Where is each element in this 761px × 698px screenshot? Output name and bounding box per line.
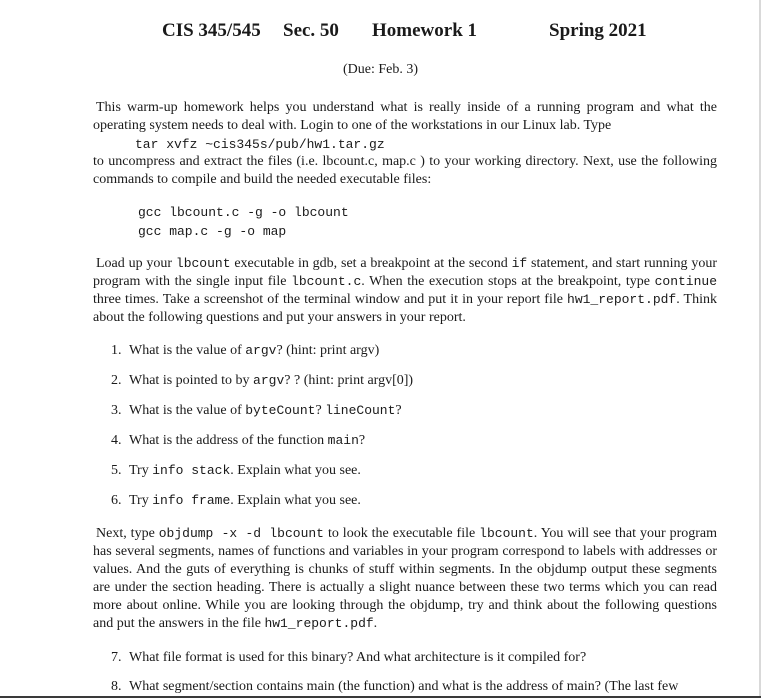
- gdb-text: Load up your: [96, 256, 176, 271]
- gdb-code: continue: [654, 274, 718, 289]
- objdump-text: Next, type: [96, 526, 159, 541]
- gdb-text: statement, and start running your program with the single input file: [93, 256, 717, 289]
- question-text: What is the value of: [129, 343, 246, 358]
- question-item: [111, 432, 717, 450]
- question-text: . Explain what you see.: [230, 463, 361, 478]
- question-item: [111, 678, 717, 696]
- question-number: 6.: [111, 493, 122, 508]
- question-number: 8.: [111, 679, 122, 694]
- objdump-code: hw1_report.pdf: [264, 616, 374, 631]
- question-number: 2.: [111, 373, 122, 388]
- document-header: [0, 20, 761, 48]
- question-code: info frame: [152, 493, 231, 508]
- question-number: 4.: [111, 433, 122, 448]
- due-date: (Due: Feb. 3): [342, 62, 419, 77]
- objdump-paragraph: [93, 525, 717, 633]
- gdb-code: lbcount: [175, 256, 231, 271]
- question-text: ? (hint: print argv): [276, 343, 380, 358]
- question-code: byteCount: [245, 403, 316, 418]
- section-number: Sec. 50: [283, 20, 339, 41]
- question-text: ?: [395, 403, 402, 418]
- question-text: Try: [129, 493, 153, 508]
- gdb-text: three times. Take a screenshot of the terminal window and put it in your report file: [93, 292, 568, 307]
- question-number: 5.: [111, 463, 122, 478]
- assignment-title: Homework 1: [372, 20, 478, 41]
- question-code: argv: [245, 343, 277, 358]
- gdb-text: executable in gdb, set a breakpoint at the second: [230, 256, 512, 271]
- objdump-text: to look the executable file: [323, 526, 480, 541]
- question-text: What file format is used for this binary? And what architecture is it compiled for?: [129, 650, 587, 665]
- gdb-paragraph: [93, 255, 717, 327]
- question-text: What is the value of: [129, 403, 246, 418]
- gdb-code: if: [511, 256, 528, 271]
- question-number: 7.: [111, 650, 122, 665]
- question-item: [111, 372, 717, 390]
- intro-paragraph-cont: [93, 153, 717, 189]
- question-text: What segment/section contains main (the function) and what is the address of main? (The last few: [129, 679, 679, 694]
- compile-command-1: gcc lbcount.c -g -o lbcount: [138, 205, 349, 220]
- question-code: info stack: [152, 463, 231, 478]
- gdb-text: . When the execution stops at the breakpoint, type: [361, 274, 655, 289]
- intro-text-b: to uncompress and extract the files (i.e. lbcount.c, map.c ) to your working directory. Next, use the following commands to compile and build the needed executable files:: [93, 154, 717, 187]
- objdump-text: . You will see that your program has several segments, names of functions and variables in your program correspond to labels with addresses or values. And the guts of everything is chunks of stuff within segments. In the objdump output these segments are under the section heading. There is actually a slight nuance between these two terms which you can read more about online. While you are looking through the objdump, try and think about the following questions and put the answers in the file: [93, 526, 717, 631]
- question-item: [111, 462, 717, 480]
- question-item: [111, 342, 717, 360]
- course-code: CIS 345/545: [162, 20, 261, 41]
- question-item: [111, 492, 717, 510]
- question-text: Try: [129, 463, 153, 478]
- objdump-code: objdump -x -d lbcount: [158, 526, 324, 541]
- gdb-code: hw1_report.pdf: [567, 292, 677, 307]
- question-text: What is the address of the function: [129, 433, 328, 448]
- gdb-text: . Think about the following questions and put your answers in your report.: [93, 292, 717, 325]
- question-code: argv: [253, 373, 285, 388]
- question-text: . Explain what you see.: [230, 493, 361, 508]
- question-item: [111, 402, 717, 420]
- question-text: What is pointed to by: [129, 373, 254, 388]
- question-text: ?: [315, 403, 326, 418]
- intro-paragraph: [93, 99, 717, 135]
- objdump-text: .: [373, 616, 378, 631]
- question-number: 3.: [111, 403, 122, 418]
- question-text: ?: [358, 433, 366, 448]
- question-text: ? ? (hint: print argv[0]): [284, 373, 414, 388]
- question-code: main: [327, 433, 359, 448]
- intro-text-a: This warm-up homework helps you understand what is really inside of a running program and what the operating system needs to deal with. Login to one of the workstations in our Linux lab. Type: [93, 100, 717, 133]
- question-code: lineCount: [325, 403, 396, 418]
- compile-command-2: gcc map.c -g -o map: [138, 224, 287, 239]
- tar-command: tar xvfz ~cis345s/pub/hw1.tar.gz: [135, 137, 385, 152]
- objdump-code: lbcount: [479, 526, 534, 541]
- gdb-code: lbcount.c: [291, 274, 362, 289]
- term: Spring 2021: [549, 20, 647, 41]
- question-number: 1.: [111, 343, 122, 358]
- question-item: [111, 649, 717, 667]
